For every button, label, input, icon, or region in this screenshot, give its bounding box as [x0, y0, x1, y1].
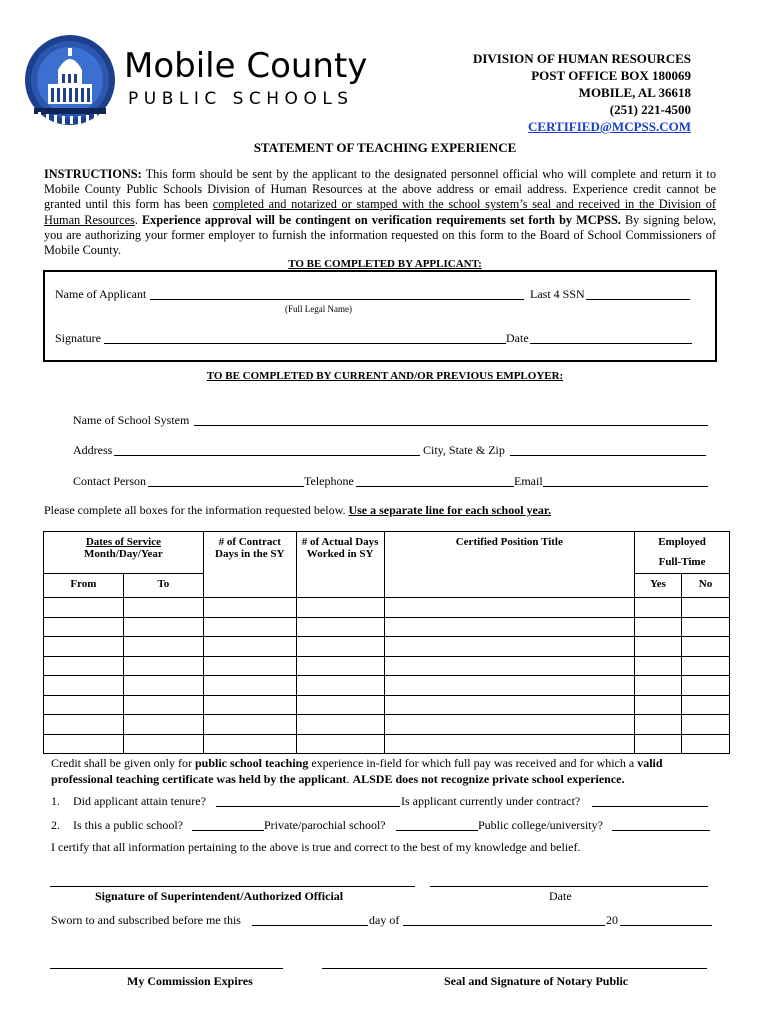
table-cell[interactable]	[384, 617, 635, 637]
dates-header	[44, 532, 204, 574]
credit-text: .	[346, 772, 353, 786]
table-cell[interactable]	[203, 637, 296, 657]
table-cell[interactable]	[203, 734, 296, 754]
applicant-name-label: Name of Applicant	[55, 287, 147, 301]
table-cell[interactable]	[296, 734, 384, 754]
email-label: Email	[514, 474, 543, 488]
table-intro-text: Please complete all boxes for the information requested below.	[44, 503, 349, 517]
table-cell[interactable]	[384, 695, 635, 715]
table-cell[interactable]	[384, 637, 635, 657]
table-row	[44, 715, 730, 735]
address-block	[473, 50, 691, 135]
table-cell[interactable]	[203, 676, 296, 696]
signature-label: Signature	[55, 331, 101, 345]
sworn-day-field[interactable]	[252, 913, 368, 926]
day-of-label: day of	[369, 913, 400, 927]
address-label: Address	[73, 443, 113, 457]
public-school-field[interactable]	[192, 818, 264, 831]
table-cell[interactable]	[682, 695, 730, 715]
instructions-text: By signing below, you are authorizing your former employer to furnish the information requested on this form to the Board of School Commissioners of Mobile County.	[44, 212, 716, 258]
table-cell[interactable]	[384, 656, 635, 676]
notary-line[interactable]	[322, 968, 707, 969]
contract-days-header: # of Contract Days in the SY	[203, 532, 296, 598]
table-cell[interactable]	[123, 598, 203, 618]
private-school-field[interactable]	[396, 818, 478, 831]
table-cell[interactable]	[296, 617, 384, 637]
q2-number: 2.	[51, 818, 60, 832]
address-line: MOBILE, AL 36618	[578, 85, 691, 100]
q2-public-label: Is this a public school?	[73, 818, 183, 832]
credit-bold: valid professional teaching certificate was held by the applicant	[51, 756, 663, 786]
table-cell[interactable]	[123, 734, 203, 754]
table-cell[interactable]	[123, 676, 203, 696]
table-cell[interactable]	[296, 695, 384, 715]
q2-college-label: Public college/university?	[478, 818, 603, 832]
table-cell[interactable]	[635, 715, 682, 735]
certification-statement: I certify that all information pertaining to the above is true and correct to the best of my knowledge and belief.	[51, 840, 581, 854]
table-cell[interactable]	[123, 656, 203, 676]
credit-bold: ALSDE does not recognize private school experience.	[352, 772, 625, 786]
logo-title: Mobile County	[124, 46, 368, 86]
dates-header-text: Dates of Service	[85, 536, 161, 548]
date-label: Date	[506, 331, 529, 345]
email-field[interactable]	[543, 474, 708, 487]
table-cell[interactable]	[44, 734, 124, 754]
table-cell[interactable]	[635, 695, 682, 715]
table-cell[interactable]	[682, 715, 730, 735]
credit-note	[51, 755, 711, 787]
table-cell[interactable]	[44, 695, 124, 715]
credit-text: experience in-field for which full pay was received and for which a	[308, 756, 638, 770]
applicant-heading: TO BE COMPLETED BY APPLICANT:	[288, 258, 482, 270]
address-line: (251) 221-4500	[609, 102, 691, 117]
table-cell[interactable]	[635, 598, 682, 618]
table-cell[interactable]	[682, 734, 730, 754]
table-row	[44, 598, 730, 618]
table-cell[interactable]	[123, 695, 203, 715]
school-system-label: Name of School System	[73, 413, 190, 427]
table-cell[interactable]	[384, 715, 635, 735]
commission-line[interactable]	[50, 968, 283, 969]
no-header: No	[682, 574, 730, 598]
instructions	[44, 167, 716, 258]
contract-field[interactable]	[592, 794, 708, 807]
table-cell[interactable]	[44, 656, 124, 676]
table-cell[interactable]	[682, 676, 730, 696]
table-cell[interactable]	[296, 598, 384, 618]
logo-subtitle: PUBLIC SCHOOLS	[128, 89, 354, 109]
commission-label: My Commission Expires	[127, 974, 253, 988]
address-line: DIVISION OF HUMAN RESOURCES	[472, 51, 691, 66]
table-cell[interactable]	[682, 598, 730, 618]
q1-tenure-label: Did applicant attain tenure?	[73, 794, 206, 808]
table-row	[44, 656, 730, 676]
table-cell[interactable]	[296, 676, 384, 696]
table-cell[interactable]	[44, 598, 124, 618]
instructions-text: This form should be sent by the applicant to the designated personnel official who will complete and return it to Mobile County Public Schools Division of Human Resources at the above address or email address. Experience credit cannot be granted until this form has been	[44, 167, 716, 212]
table-cell[interactable]	[123, 715, 203, 735]
actual-days-header: # of Actual Days Worked in SY	[296, 532, 384, 598]
fulltime-text: Full-Time	[658, 556, 706, 568]
city-state-zip-label: City, State & Zip	[423, 443, 505, 457]
sworn-year-field[interactable]	[620, 913, 712, 926]
table-cell[interactable]	[296, 656, 384, 676]
table-cell[interactable]	[635, 734, 682, 754]
contact-person-field[interactable]	[148, 474, 304, 487]
contact-person-label: Contact Person	[73, 474, 146, 488]
sworn-month-field[interactable]	[403, 913, 605, 926]
to-header: To	[123, 574, 203, 598]
table-cell[interactable]	[682, 637, 730, 657]
table-cell[interactable]	[203, 695, 296, 715]
school-seal-logo	[24, 34, 116, 126]
table-cell[interactable]	[203, 715, 296, 735]
page-title: STATEMENT OF TEACHING EXPERIENCE	[253, 140, 517, 155]
experience-table	[43, 531, 730, 754]
email-link[interactable]: CERTIFIED@MCPSS.COM	[528, 119, 691, 134]
table-cell[interactable]	[384, 598, 635, 618]
table-cell[interactable]	[44, 676, 124, 696]
table-intro-bold: Use a separate line for each school year.	[348, 503, 552, 517]
full-name-hint: (Full Legal Name)	[285, 304, 352, 314]
table-cell[interactable]	[203, 598, 296, 618]
employed-text: Employed	[658, 536, 706, 548]
instructions-text: .	[134, 212, 142, 227]
employed-header	[635, 532, 730, 574]
telephone-label: Telephone	[304, 474, 354, 488]
instructions-bold: Experience approval will be contingent on verification requirements set forth by MCPSS.	[141, 212, 621, 227]
address-line: POST OFFICE BOX 180069	[531, 68, 691, 83]
q1-contract-label: Is applicant currently under contract?	[401, 794, 581, 808]
applicant-date-field[interactable]	[530, 331, 692, 344]
credit-text: Credit shall be given only for	[51, 756, 195, 770]
yes-header: Yes	[635, 574, 682, 598]
table-row	[44, 637, 730, 657]
instructions-label: INSTRUCTIONS:	[44, 167, 142, 181]
table-cell[interactable]	[44, 715, 124, 735]
applicant-name-field[interactable]	[150, 287, 524, 300]
employer-heading: TO BE COMPLETED BY CURRENT AND/OR PREVIOUS EMPLOYER:	[206, 370, 564, 382]
applicant-box	[43, 270, 717, 362]
sworn-label: Sworn to and subscribed before me this	[51, 913, 241, 927]
table-cell[interactable]	[635, 637, 682, 657]
superintendent-date-line[interactable]	[430, 886, 708, 887]
applicant-signature-field[interactable]	[104, 331, 506, 344]
ssn-label: Last 4 SSN	[530, 287, 585, 301]
telephone-field[interactable]	[356, 474, 514, 487]
notary-label: Seal and Signature of Notary Public	[444, 974, 629, 988]
tenure-field[interactable]	[216, 794, 400, 807]
table-row	[44, 676, 730, 696]
table-cell[interactable]	[44, 617, 124, 637]
table-cell[interactable]	[384, 734, 635, 754]
table-cell[interactable]	[384, 676, 635, 696]
table-cell[interactable]	[635, 676, 682, 696]
table-cell[interactable]	[123, 637, 203, 657]
credit-bold: public school teaching	[194, 756, 309, 770]
table-cell[interactable]	[203, 656, 296, 676]
address-field[interactable]	[114, 443, 420, 456]
superintendent-signature-label: Signature of Superintendent/Authorized Official	[95, 889, 344, 903]
from-header: From	[44, 574, 124, 598]
table-cell[interactable]	[635, 617, 682, 637]
table-cell[interactable]	[296, 637, 384, 657]
table-cell[interactable]	[123, 617, 203, 637]
table-intro	[44, 503, 551, 518]
school-system-field[interactable]	[194, 413, 708, 426]
year-prefix: 20	[606, 913, 618, 927]
table-row	[44, 695, 730, 715]
position-title-header: Certified Position Title	[384, 532, 635, 598]
table-row	[44, 617, 730, 637]
superintendent-signature-line[interactable]	[50, 886, 415, 887]
table-cell[interactable]	[682, 656, 730, 676]
table-cell[interactable]	[203, 617, 296, 637]
q1-number: 1.	[51, 794, 60, 808]
table-row	[44, 734, 730, 754]
table-cell[interactable]	[682, 617, 730, 637]
table-cell[interactable]	[44, 637, 124, 657]
dates-sub-text: Month/Day/Year	[83, 548, 163, 560]
table-cell[interactable]	[296, 715, 384, 735]
ssn-field[interactable]	[586, 287, 690, 300]
table-cell[interactable]	[635, 656, 682, 676]
college-field[interactable]	[612, 818, 710, 831]
instructions-underlined: completed and notarized or stamped with the school system’s seal and received in the Division of Human Resources	[44, 197, 716, 227]
superintendent-date-label: Date	[549, 889, 572, 903]
city-state-zip-field[interactable]	[510, 443, 706, 456]
q2-private-label: Private/parochial school?	[264, 818, 386, 832]
